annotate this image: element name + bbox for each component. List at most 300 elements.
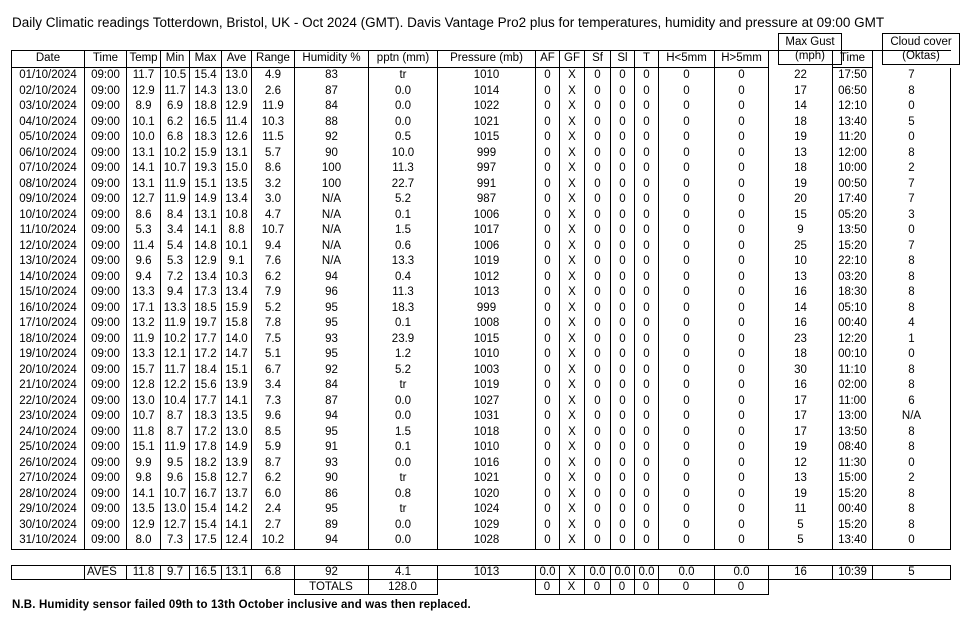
table-row [12,161,951,177]
cell-max-gust: 5 [769,518,833,534]
cell-max: 12.9 [190,254,222,270]
cell-pressure: 1006 [438,208,536,224]
cell-gf: X [560,533,585,549]
cell-sl: 0 [611,533,635,549]
cell-date: 01/10/2024 [12,68,85,84]
cell-h-lt-5mm: 0 [659,471,715,487]
cell-date: 30/10/2024 [12,518,85,534]
cell-min: 11.9 [161,440,190,456]
cell-sl: 0 [611,68,635,84]
cell-humidity: 86 [295,487,369,503]
cell-sl: 0 [611,518,635,534]
cell-pptn: 10.0 [369,146,438,162]
average-af: 0.0 [536,566,560,580]
cell-time: 09:00 [85,270,127,286]
cell-pressure: 1021 [438,471,536,487]
cell-date: 22/10/2024 [12,394,85,410]
table-row [12,394,951,410]
cell-max-gust: 10 [769,254,833,270]
cell-min: 3.4 [161,223,190,239]
cell-t: 0 [635,332,659,348]
cell-gf: X [560,502,585,518]
cell-date: 03/10/2024 [12,99,85,115]
cell-max: 17.7 [190,332,222,348]
cell-cloud-cover: 8 [873,378,951,394]
cell-gf: X [560,394,585,410]
cell-max-gust: 20 [769,192,833,208]
cell-humidity: 95 [295,301,369,317]
cell-t: 0 [635,68,659,84]
cell-t: 0 [635,394,659,410]
cell-gust-time: 11:00 [833,394,873,410]
cell-h-lt-5mm: 0 [659,177,715,193]
cell-humidity: 100 [295,177,369,193]
averages-row-table [11,565,951,580]
cell-h-gt-5mm: 0 [715,115,769,131]
cell-af: 0 [536,99,560,115]
cell-range: 7.3 [252,394,295,410]
cell-temp: 13.0 [127,394,161,410]
cell-h-lt-5mm: 0 [659,68,715,84]
cell-h-lt-5mm: 0 [659,487,715,503]
cell-time: 09:00 [85,425,127,441]
cell-h-lt-5mm: 0 [659,130,715,146]
cell-date: 31/10/2024 [12,533,85,549]
column-header-t: T [635,51,659,68]
cell-pressure: 987 [438,192,536,208]
total-sf: 0 [584,580,610,595]
cell-h-lt-5mm: 0 [659,99,715,115]
cell-time: 09:00 [85,409,127,425]
cell-af: 0 [536,502,560,518]
cell-temp: 11.9 [127,332,161,348]
cell-temp: 8.9 [127,99,161,115]
cell-cloud-cover: 7 [873,192,951,208]
cell-ave: 8.8 [222,223,252,239]
cell-t: 0 [635,456,659,472]
cell-af: 0 [536,347,560,363]
cell-temp: 11.8 [127,425,161,441]
climate-data-table [11,50,951,550]
cell-pptn: 1.2 [369,347,438,363]
cell-date: 12/10/2024 [12,239,85,255]
cell-range: 8.6 [252,161,295,177]
cell-t: 0 [635,115,659,131]
cell-date: 10/10/2024 [12,208,85,224]
averages-row [12,566,951,580]
cell-temp: 9.9 [127,456,161,472]
totals-tail-spacer [768,580,950,595]
cell-temp: 13.1 [127,177,161,193]
cell-gf: X [560,177,585,193]
cell-af: 0 [536,487,560,503]
cell-gust-time: 15:00 [833,471,873,487]
cell-af: 0 [536,518,560,534]
cell-ave: 13.0 [222,425,252,441]
cell-sl: 0 [611,254,635,270]
total-sl: 0 [610,580,634,595]
column-header-h-lt-5mm: H<5mm [659,51,715,68]
cell-sl: 0 [611,285,635,301]
cell-gust-time: 13:50 [833,223,873,239]
cell-time: 09:00 [85,502,127,518]
cell-min: 13.0 [161,502,190,518]
cell-date: 27/10/2024 [12,471,85,487]
cell-time: 09:00 [85,533,127,549]
cell-date: 11/10/2024 [12,223,85,239]
cell-gf: X [560,68,585,84]
cell-pptn: 0.8 [369,487,438,503]
cell-temp: 8.0 [127,533,161,549]
cell-gust-time: 22:10 [833,254,873,270]
column-header-gf: GF [560,51,585,68]
cell-sl: 0 [611,502,635,518]
cell-gust-time: 11:30 [833,456,873,472]
cell-range: 3.4 [252,378,295,394]
cell-h-gt-5mm: 0 [715,161,769,177]
table-row [12,130,951,146]
cell-date: 05/10/2024 [12,130,85,146]
cell-time: 09:00 [85,146,127,162]
cell-temp: 13.5 [127,502,161,518]
cell-temp: 14.1 [127,161,161,177]
cell-min: 12.2 [161,378,190,394]
cell-cloud-cover: 1 [873,332,951,348]
cell-time: 09:00 [85,115,127,131]
cell-max-gust: 13 [769,471,833,487]
cell-gf: X [560,316,585,332]
totals-pressure-spacer [437,580,535,595]
cell-max-gust: 30 [769,363,833,379]
cell-pptn: 0.0 [369,99,438,115]
cell-max: 18.8 [190,99,222,115]
cell-date: 18/10/2024 [12,332,85,348]
cell-af: 0 [536,68,560,84]
cell-pressure: 1021 [438,115,536,131]
cell-cloud-cover: 8 [873,270,951,286]
cell-range: 7.6 [252,254,295,270]
cell-sl: 0 [611,161,635,177]
cell-min: 10.2 [161,146,190,162]
cell-gf: X [560,254,585,270]
cell-range: 10.3 [252,115,295,131]
cell-h-gt-5mm: 0 [715,301,769,317]
cell-temp: 13.1 [127,146,161,162]
cell-ave: 13.7 [222,487,252,503]
cell-time: 09:00 [85,456,127,472]
cell-range: 11.9 [252,99,295,115]
cell-max: 18.3 [190,130,222,146]
averages-label: AVES [85,566,127,580]
cell-sf: 0 [585,409,611,425]
totals-row-table [11,580,950,595]
cell-sf: 0 [585,471,611,487]
average-sf: 0.0 [585,566,611,580]
cell-time: 09:00 [85,68,127,84]
column-header-humidity: Humidity % [295,51,369,68]
cell-t: 0 [635,301,659,317]
cell-sl: 0 [611,208,635,224]
cell-gust-time: 12:10 [833,99,873,115]
cell-min: 7.3 [161,533,190,549]
cell-gf: X [560,130,585,146]
cell-pptn: 0.0 [369,533,438,549]
cell-pressure: 1016 [438,456,536,472]
cell-gf: X [560,487,585,503]
cell-h-lt-5mm: 0 [659,161,715,177]
cell-ave: 15.8 [222,316,252,332]
cell-h-gt-5mm: 0 [715,502,769,518]
cell-cloud-cover: 7 [873,239,951,255]
cell-date: 15/10/2024 [12,285,85,301]
cell-pressure: 1019 [438,254,536,270]
cell-humidity: 96 [295,285,369,301]
cell-min: 12.7 [161,518,190,534]
cell-min: 6.8 [161,130,190,146]
cell-sf: 0 [585,161,611,177]
cell-t: 0 [635,502,659,518]
cell-max: 16.7 [190,487,222,503]
cell-min: 13.3 [161,301,190,317]
column-header-cloud-cover [873,51,951,68]
cell-h-lt-5mm: 0 [659,192,715,208]
cell-pptn: 0.1 [369,208,438,224]
cell-sf: 0 [585,254,611,270]
cell-af: 0 [536,130,560,146]
cell-max-gust: 19 [769,487,833,503]
column-header-gust-time: Time [833,51,873,68]
cell-af: 0 [536,285,560,301]
cell-t: 0 [635,270,659,286]
total-t: 0 [634,580,658,595]
cell-humidity: 93 [295,456,369,472]
cell-h-lt-5mm: 0 [659,440,715,456]
cell-gf: X [560,146,585,162]
cell-temp: 9.4 [127,270,161,286]
cell-date: 08/10/2024 [12,177,85,193]
cell-ave: 13.4 [222,192,252,208]
cell-temp: 11.4 [127,239,161,255]
cell-max: 15.8 [190,471,222,487]
cell-pptn: 0.0 [369,518,438,534]
cell-humidity: N/A [295,192,369,208]
cell-h-gt-5mm: 0 [715,146,769,162]
cell-time: 09:00 [85,192,127,208]
cell-h-lt-5mm: 0 [659,502,715,518]
table-row [12,208,951,224]
cell-pressure: 1024 [438,502,536,518]
table-row [12,146,951,162]
cell-cloud-cover: 7 [873,68,951,84]
cell-temp: 10.1 [127,115,161,131]
cell-gust-time: 13:00 [833,409,873,425]
cell-humidity: 92 [295,130,369,146]
cell-sl: 0 [611,177,635,193]
average-gust-time: 10:39 [833,566,873,580]
cell-sl: 0 [611,84,635,100]
cell-pressure: 1003 [438,363,536,379]
cell-date: 07/10/2024 [12,161,85,177]
cell-ave: 13.4 [222,285,252,301]
cell-range: 6.2 [252,471,295,487]
cell-max: 18.4 [190,363,222,379]
cell-h-gt-5mm: 0 [715,471,769,487]
table-row [12,285,951,301]
cell-ave: 15.1 [222,363,252,379]
cell-gf: X [560,223,585,239]
cell-t: 0 [635,409,659,425]
cell-gust-time: 13:50 [833,425,873,441]
total-af: 0 [535,580,559,595]
cell-humidity: 95 [295,316,369,332]
cell-humidity: N/A [295,254,369,270]
cell-gust-time: 11:10 [833,363,873,379]
cell-sf: 0 [585,177,611,193]
table-row [12,533,951,549]
cell-t: 0 [635,239,659,255]
cell-min: 11.9 [161,177,190,193]
cell-range: 4.7 [252,208,295,224]
cell-t: 0 [635,378,659,394]
cell-pressure: 1013 [438,285,536,301]
cell-h-lt-5mm: 0 [659,239,715,255]
table-row [12,223,951,239]
cell-cloud-cover: 7 [873,177,951,193]
cell-max: 18.2 [190,456,222,472]
cell-humidity: N/A [295,239,369,255]
cell-humidity: 95 [295,502,369,518]
cell-h-gt-5mm: 0 [715,487,769,503]
cell-temp: 12.9 [127,518,161,534]
average-pressure: 1013 [438,566,536,580]
cell-max: 17.7 [190,394,222,410]
cell-gust-time: 13:40 [833,115,873,131]
cell-sf: 0 [585,347,611,363]
table-row [12,332,951,348]
cell-humidity: 87 [295,84,369,100]
cell-sf: 0 [585,84,611,100]
cell-ave: 13.0 [222,68,252,84]
cell-pressure: 999 [438,146,536,162]
cell-ave: 11.4 [222,115,252,131]
cell-gust-time: 05:10 [833,301,873,317]
cell-gf: X [560,270,585,286]
cell-gust-time: 15:20 [833,518,873,534]
cell-h-lt-5mm: 0 [659,146,715,162]
cell-pressure: 1010 [438,440,536,456]
cell-time: 09:00 [85,208,127,224]
cell-max-gust: 19 [769,177,833,193]
column-header-max: Max [190,51,222,68]
cell-range: 8.7 [252,456,295,472]
table-row [12,254,951,270]
column-header-max-gust [769,51,833,68]
table-row [12,425,951,441]
cell-h-lt-5mm: 0 [659,208,715,224]
cell-ave: 12.7 [222,471,252,487]
cell-cloud-cover: 8 [873,440,951,456]
cell-pressure: 1008 [438,316,536,332]
cell-humidity: 100 [295,161,369,177]
cell-h-lt-5mm: 0 [659,332,715,348]
cell-pressure: 1018 [438,425,536,441]
cell-temp: 15.1 [127,440,161,456]
cell-max: 15.1 [190,177,222,193]
average-range: 6.8 [252,566,295,580]
cell-h-lt-5mm: 0 [659,254,715,270]
cell-h-gt-5mm: 0 [715,363,769,379]
cell-h-lt-5mm: 0 [659,409,715,425]
cell-range: 6.7 [252,363,295,379]
cell-af: 0 [536,378,560,394]
cell-min: 10.5 [161,68,190,84]
cell-pptn: 22.7 [369,177,438,193]
cell-max: 15.4 [190,518,222,534]
average-pptn: 4.1 [369,566,438,580]
cell-sf: 0 [585,99,611,115]
cell-date: 13/10/2024 [12,254,85,270]
cell-h-gt-5mm: 0 [715,518,769,534]
cell-pressure: 1027 [438,394,536,410]
cell-gf: X [560,409,585,425]
cell-time: 09:00 [85,177,127,193]
cell-min: 9.5 [161,456,190,472]
cell-min: 5.3 [161,254,190,270]
cell-humidity: 83 [295,68,369,84]
cell-sf: 0 [585,239,611,255]
cell-min: 11.7 [161,84,190,100]
cell-max-gust: 15 [769,208,833,224]
cell-h-gt-5mm: 0 [715,456,769,472]
totals-row [11,580,950,595]
cell-pptn: 0.5 [369,130,438,146]
cell-sf: 0 [585,363,611,379]
cell-h-gt-5mm: 0 [715,394,769,410]
cell-af: 0 [536,363,560,379]
cell-temp: 15.7 [127,363,161,379]
cell-gf: X [560,425,585,441]
cell-pptn: 0.1 [369,316,438,332]
cell-max-gust: 18 [769,347,833,363]
cell-h-gt-5mm: 0 [715,440,769,456]
cell-max: 15.9 [190,146,222,162]
cell-max: 19.7 [190,316,222,332]
cloud-cover-header-line2: (Oktas) [902,50,940,62]
cell-humidity: 95 [295,347,369,363]
cell-h-gt-5mm: 0 [715,332,769,348]
cell-max-gust: 12 [769,456,833,472]
cell-range: 6.0 [252,487,295,503]
cell-cloud-cover: N/A [873,409,951,425]
table-row [12,502,951,518]
cell-gf: X [560,332,585,348]
cell-min: 9.6 [161,471,190,487]
cell-h-lt-5mm: 0 [659,533,715,549]
cell-ave: 10.3 [222,270,252,286]
cell-pressure: 999 [438,301,536,317]
cell-max-gust: 17 [769,409,833,425]
cell-af: 0 [536,270,560,286]
cell-pptn: 5.2 [369,192,438,208]
cell-cloud-cover: 0 [873,533,951,549]
cell-time: 09:00 [85,84,127,100]
cell-gust-time: 00:10 [833,347,873,363]
cell-af: 0 [536,146,560,162]
cell-range: 2.4 [252,502,295,518]
average-max: 16.5 [190,566,222,580]
cell-sf: 0 [585,223,611,239]
cell-max: 15.4 [190,68,222,84]
